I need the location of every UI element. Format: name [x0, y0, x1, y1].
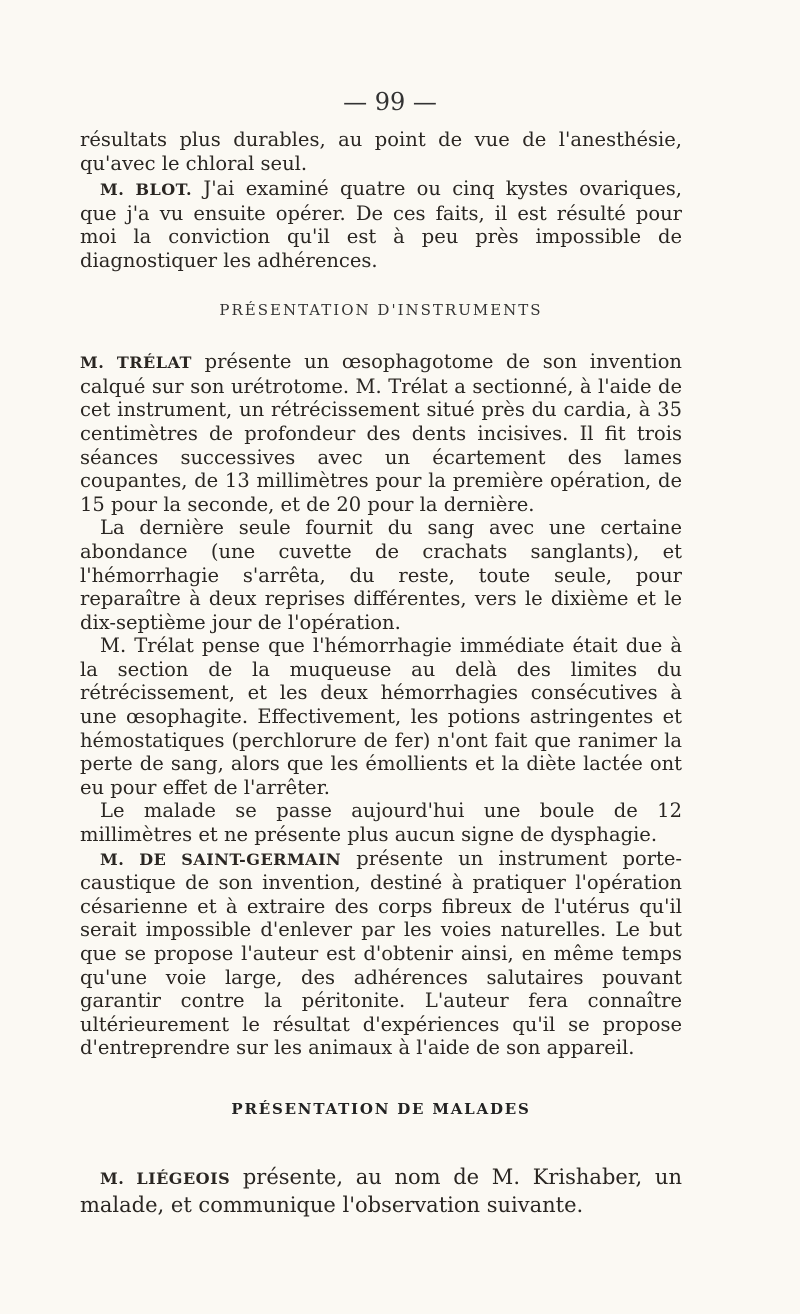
speaker-blot: M. BLOT. — [100, 180, 193, 200]
paragraph-blot — [80, 177, 682, 272]
section-heading-malades: PRÉSENTATION DE MALADES — [231, 1099, 531, 1118]
paragraph-5: M. Trélat pense que l'hémorrhagie immédiate était due à la section de la muqueuse au delà des limites du rétrécissement, et les deux hémorrhagies consécutives à une œsophagite. Effectivement, les potions astringentes et hémostatiques (perchlorure de fer) n'ont fait que ranimer la perte de sang, alors que les émollients et la diète lactée ont eu pour effet de l'arrêter. — [80, 634, 682, 799]
paragraph-4: La dernière seule fournit du sang avec une certaine abondance (une cuvette de crachats sanglants), et l'hémorrhagie s'arrêta, du reste, toute seule, pour reparaître à deux reprises différentes, vers le dixième et le dix-septième jour de l'opération. — [80, 516, 682, 634]
page-number: — 99 — — [343, 88, 437, 116]
speaker-liegeois: M. LIÉGEOIS — [100, 1168, 231, 1188]
paragraph-liegeois-text: présente, au nom de M. Krishaber, un malade, et communique l'observation suivante. — [80, 1164, 682, 1217]
paragraph-saint-germain-text: présente un instrument porte-caustique de son invention, destiné à pratiquer l'opération césarienne et à extraire des corps fibreux de l'utérus qu'il serait impossible d'enlever par les voies naturelles. Le but que se propose l'auteur est d'obtenir ainsi, en même temps qu'une voie large, des adhérences salutaires pouvant garantir contre la péritonite. L'auteur fera connaître ultérieurement le résultat d'expériences qu'il se propose d'entreprendre sur les animaux à l'aide de son appareil. — [80, 846, 682, 1060]
paragraph-blot-text: J'ai examiné quatre ou cinq kystes ovariques, que j'a vu ensuite opérer. De ces faits, il est résulté pour moi la conviction qu'il est à peu près impossible de diagnostiquer les adhérences. — [80, 177, 682, 272]
paragraph-liegeois — [80, 1164, 682, 1218]
paragraph-6: Le malade se passe aujourd'hui une boule de 12 millimètres et ne présente plus aucun signe de dysphagie. — [80, 799, 682, 847]
paragraph-trelat-text: présente un œsophagotome de son invention calqué sur son urétrotome. M. Trélat a sectionné, à l'aide de cet instrument, un rétrécissement situé près du cardia, à 35 centimètres de profondeur des dents incisives. Il fit trois séances successives avec un écartement des lames coupantes, de 13 millimètres pour la première opération, de 15 pour la seconde, et de 20 pour la dernière. — [80, 350, 682, 516]
paragraph-trelat — [80, 350, 682, 516]
speaker-saint-germain: M. DE SAINT-GERMAIN — [100, 849, 342, 869]
paragraph-saint-germain — [80, 847, 682, 1060]
speaker-trelat: M. TRÉLAT — [80, 353, 192, 373]
paragraph-1: résultats plus durables, au point de vue de l'anesthésie, qu'avec le chloral seul. — [80, 128, 682, 175]
section-heading-instruments: PRÉSENTATION D'INSTRUMENTS — [219, 300, 543, 319]
page-body — [80, 128, 682, 1218]
